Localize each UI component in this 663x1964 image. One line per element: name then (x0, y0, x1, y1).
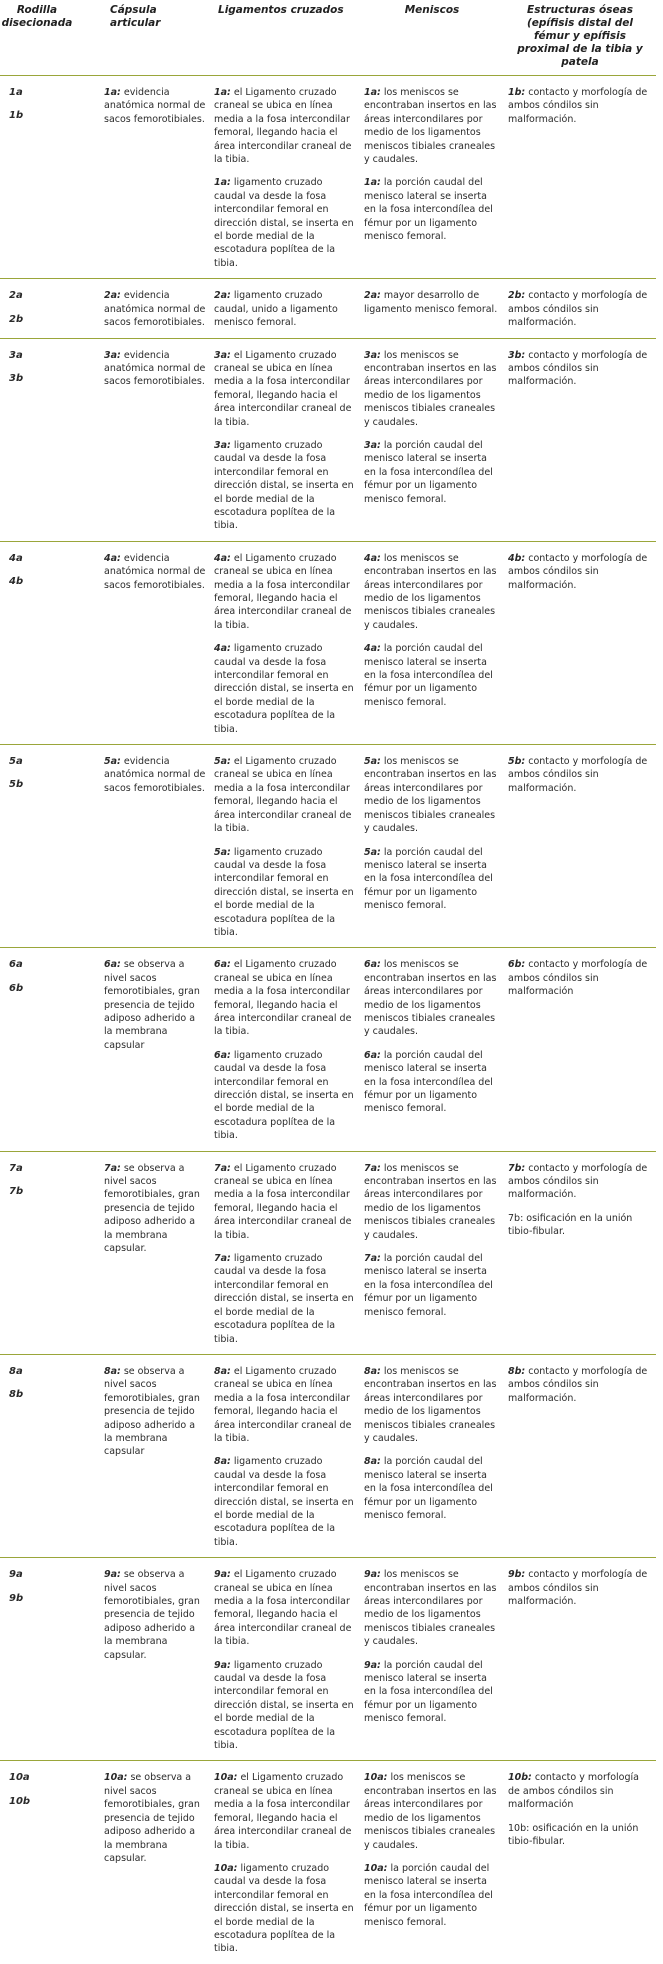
observation-key: 5a: (364, 756, 381, 768)
table-row (0, 1354, 656, 1557)
observation-key: 10a: (364, 1772, 388, 1784)
observation-key: 3a: (104, 349, 121, 361)
observation-key: 7a: (214, 1162, 231, 1174)
observation-body: la porción caudal del menisco lateral se inserta en la fosa intercondílea del fémur por un ligamento menisco femoral. (364, 1456, 493, 1521)
observation-key: 3a: (364, 439, 381, 451)
observation-body: el Ligamento cruzado craneal se ubica en línea media a la fosa intercondilar femoral, llegando hacia el área intercondilar craneal de la tibia. (214, 552, 352, 631)
observation-text (104, 552, 206, 592)
observation-text (508, 86, 652, 126)
observation-text (364, 755, 500, 835)
header-capsula: Cápsula articular (98, 0, 210, 76)
observation-key: 4a: (214, 552, 231, 564)
observation-text (104, 86, 206, 126)
observation-text (508, 1365, 652, 1405)
observation-body: ligamento cruzado caudal, unido a ligamento menisco femoral. (214, 290, 338, 329)
observation-key: 7a: (364, 1162, 381, 1174)
capsula-cell (98, 948, 210, 1151)
meniscos-cell (360, 76, 504, 279)
observation-key: 9a: (214, 1569, 231, 1581)
ligamentos-cell (210, 279, 360, 338)
observation-text (214, 1162, 356, 1242)
observation-text (214, 1252, 356, 1346)
capsula-cell (98, 1151, 210, 1354)
observation-body: la porción caudal del menisco lateral se inserta en la fosa intercondílea del fémur por un ligamento menisco femoral. (364, 846, 493, 912)
observation-text (364, 289, 500, 316)
observation-key: 4a: (104, 552, 121, 564)
observation-key: 2b: (508, 290, 526, 302)
capsula-cell (98, 76, 210, 279)
observation-text (104, 1568, 206, 1662)
estructuras-oseas-cell (504, 1558, 656, 1761)
observation-text (364, 1771, 500, 1851)
ligamentos-cell (210, 948, 360, 1151)
observation-body: evidencia anatómica normal de sacos femorotibiales. (104, 756, 206, 794)
observation-key: 7a: (214, 1253, 231, 1265)
knee-label: 9a (9, 1569, 23, 1581)
estructuras-oseas-cell (504, 745, 656, 948)
observation-text (364, 1659, 500, 1726)
table-row (0, 948, 656, 1151)
observation-key: 9a: (214, 1659, 231, 1671)
knee-label: 3b (9, 372, 24, 384)
table-row (0, 338, 656, 541)
observation-key: 6b: (508, 959, 526, 971)
observation-text (104, 349, 206, 389)
meniscos-cell (360, 948, 504, 1151)
observation-key: 5a: (104, 756, 121, 768)
observation-body: la porción caudal del menisco lateral se inserta en la fosa intercondílea del fémur por un ligamento menisco femoral. (364, 1049, 493, 1115)
observation-body: se observa a nivel sacos femorotibiales, gran presencia de tejido adiposo adherido a la membrana capsular. (104, 1162, 200, 1255)
observation-text (508, 1771, 652, 1811)
observation-key: 6a: (214, 1049, 231, 1061)
observation-body: el Ligamento cruzado craneal se ubica en línea media a la fosa intercondilar femoral, llegando hacia el área intercondilar craneal de la tibia. (214, 349, 352, 428)
estructuras-oseas-cell (504, 1151, 656, 1354)
estructuras-oseas-cell (504, 948, 656, 1151)
observation-key: 10a: (364, 1862, 388, 1874)
observation-key: 10a: (214, 1862, 238, 1874)
observation-body: 10b: osificación en la unión tibio-fibular. (508, 1822, 639, 1848)
estructuras-oseas-cell (504, 541, 656, 744)
header-estructuras-oseas: Estructuras óseas (epífisis distal del fémur y epífisis proximal de la tibia y patela (504, 0, 656, 76)
observation-text (214, 349, 356, 429)
observation-body: la porción caudal del menisco lateral se inserta en la fosa intercondílea del fémur por un ligamento menisco femoral. (364, 177, 493, 243)
knee-label: 6b (9, 982, 24, 994)
observation-text (214, 289, 356, 329)
observation-body: los meniscos se encontraban insertos en las áreas intercondilares por medio de los ligamentos meniscos tibiales craneales y caudales. (364, 349, 497, 428)
observation-text (364, 439, 500, 506)
observation-text (214, 86, 356, 166)
capsula-cell (98, 279, 210, 338)
rodilla-cell (0, 1354, 98, 1557)
capsula-cell (98, 541, 210, 744)
table-row (0, 1151, 656, 1354)
observation-text (364, 1365, 500, 1445)
ligamentos-cell (210, 1761, 360, 1964)
observation-text (104, 755, 206, 795)
observation-text (364, 642, 500, 709)
observation-text (214, 1568, 356, 1648)
observation-key: 1a: (214, 87, 231, 98)
observation-key: 2a: (214, 290, 231, 302)
observation-text (214, 755, 356, 835)
knee-label: 10b (9, 1795, 31, 1807)
rodilla-cell (0, 1151, 98, 1354)
table-row (0, 279, 656, 338)
observation-body: se observa a nivel sacos femorotibiales, gran presencia de tejido adiposo adherido a la membrana capsular. (104, 1772, 200, 1864)
observation-body: la porción caudal del menisco lateral se inserta en la fosa intercondílea del fémur por un ligamento menisco femoral. (364, 1253, 493, 1318)
observation-key: 7a: (364, 1253, 381, 1265)
observation-body: 7b: osificación en la unión tibio-fibular. (508, 1212, 633, 1238)
observation-text (508, 1568, 652, 1608)
knee-label: 4a (9, 552, 23, 564)
observation-text (508, 1822, 652, 1849)
capsula-cell (98, 745, 210, 948)
observation-text (214, 642, 356, 736)
observation-key: 5b: (508, 756, 526, 768)
observation-body: el Ligamento cruzado craneal se ubica en línea media a la fosa intercondilar femoral, llegando hacia el área intercondilar craneal de la tibia. (214, 1365, 352, 1444)
meniscos-cell (360, 1151, 504, 1354)
observation-body: ligamento cruzado caudal va desde la fosa intercondilar femoral en dirección distal, se inserta en el borde medial de la escotadura poplítea de la tibia. (214, 846, 354, 938)
meniscos-cell (360, 1558, 504, 1761)
observation-key: 3b: (508, 349, 526, 361)
observation-body: el Ligamento cruzado craneal se ubica en línea media a la fosa intercondilar femoral, llegando hacia el área intercondilar craneal de la tibia. (214, 1162, 352, 1241)
observation-key: 5a: (214, 756, 231, 768)
meniscos-cell (360, 541, 504, 744)
observation-text (508, 1212, 652, 1239)
observation-text (214, 176, 356, 270)
observation-key: 9a: (364, 1569, 381, 1581)
observation-body: evidencia anatómica normal de sacos femorotibiales. (104, 87, 206, 125)
observation-key: 10a: (214, 1772, 238, 1784)
knee-label: 10a (9, 1772, 30, 1784)
knee-label: 1a (9, 87, 23, 98)
observation-text (364, 1162, 500, 1242)
observation-body: la porción caudal del menisco lateral se inserta en la fosa intercondílea del fémur por un ligamento menisco femoral. (364, 1862, 493, 1928)
observation-key: 7b: (508, 1162, 526, 1174)
observation-body: se observa a nivel sacos femorotibiales, gran presencia de tejido adiposo adherido a la membrana capsular. (104, 1569, 200, 1661)
knee-label: 2a (9, 290, 23, 302)
header-meniscos: Meniscos (360, 0, 504, 76)
observation-key: 10b: (508, 1772, 532, 1784)
observation-text (364, 552, 500, 632)
observation-text (104, 1771, 206, 1865)
estructuras-oseas-cell (504, 338, 656, 541)
knee-label: 3a (9, 349, 23, 361)
observation-key: 3a: (214, 349, 231, 361)
observation-text (508, 755, 652, 795)
meniscos-cell (360, 1354, 504, 1557)
rodilla-cell (0, 745, 98, 948)
observation-key: 6a: (364, 1049, 381, 1061)
header-row (0, 0, 656, 76)
rodilla-cell (0, 1761, 98, 1964)
observation-text (364, 1862, 500, 1929)
observation-body: los meniscos se encontraban insertos en las áreas intercondilares por medio de los ligamentos meniscos tibiales craneales y caudales. (364, 552, 497, 631)
capsula-cell (98, 1558, 210, 1761)
observation-text (364, 1252, 500, 1319)
observation-body: ligamento cruzado caudal va desde la fosa intercondilar femoral en dirección distal, se inserta en el borde medial de la escotadura poplítea de la tibia. (214, 1659, 354, 1752)
observation-body: ligamento cruzado caudal va desde la fosa intercondilar femoral en dirección distal, se inserta en el borde medial de la escotadura poplítea de la tibia. (214, 643, 354, 735)
observation-body: contacto y morfología de ambos cóndilos sin malformación. (508, 1569, 648, 1607)
rodilla-cell (0, 338, 98, 541)
observation-text (364, 1455, 500, 1522)
observation-body: el Ligamento cruzado craneal se ubica en línea media a la fosa intercondilar femoral, llegando hacia el área intercondilar craneal de la tibia. (214, 1772, 352, 1851)
ligamentos-cell (210, 541, 360, 744)
observation-text (104, 1162, 206, 1256)
observation-text (104, 958, 206, 1052)
knee-label: 7b (9, 1186, 24, 1198)
observation-body: contacto y morfología de ambos cóndilos sin malformación. (508, 1365, 648, 1404)
observation-body: los meniscos se encontraban insertos en las áreas intercondilares por medio de los ligamentos meniscos tibiales craneales y caudales. (364, 1162, 497, 1241)
knee-label: 8a (9, 1365, 23, 1377)
header-rodilla: Rodilla disecionada (0, 0, 98, 76)
observation-body: el Ligamento cruzado craneal se ubica en línea media a la fosa intercondilar femoral, llegando hacia el área intercondilar craneal de la tibia. (214, 1569, 352, 1648)
observation-body: ligamento cruzado caudal va desde la fosa intercondilar femoral en dirección distal, se inserta en el borde medial de la escotadura poplítea de la tibia. (214, 177, 354, 269)
observation-text (364, 176, 500, 243)
observation-text (364, 958, 500, 1038)
observation-body: el Ligamento cruzado craneal se ubica en línea media a la fosa intercondilar femoral, llegando hacia el área intercondilar craneal de la tibia. (214, 756, 352, 835)
observation-text (214, 1862, 356, 1956)
meniscos-cell (360, 279, 504, 338)
observation-text (508, 552, 652, 592)
observation-body: contacto y morfología de ambos cóndilos sin malformación (508, 959, 648, 998)
observation-key: 8a: (214, 1365, 231, 1377)
observation-body: evidencia anatómica normal de sacos femorotibiales. (104, 349, 206, 388)
meniscos-cell (360, 338, 504, 541)
estructuras-oseas-cell (504, 279, 656, 338)
ligamentos-cell (210, 338, 360, 541)
observation-key: 9b: (508, 1569, 526, 1581)
observation-text (364, 1568, 500, 1648)
observation-key: 8a: (104, 1365, 121, 1377)
knee-label: 8b (9, 1389, 24, 1401)
observation-body: se observa a nivel sacos femorotibiales, gran presencia de tejido adiposo adherido a la membrana capsular (104, 1365, 200, 1458)
observation-body: los meniscos se encontraban insertos en las áreas intercondilares por medio de los ligamentos meniscos tibiales craneales y caudales. (364, 959, 497, 1038)
ligamentos-cell (210, 1354, 360, 1557)
capsula-cell (98, 338, 210, 541)
knee-label: 7a (9, 1162, 23, 1174)
observation-body: ligamento cruzado caudal va desde la fosa intercondilar femoral en dirección distal, se inserta en el borde medial de la escotadura poplítea de la tibia. (214, 1862, 354, 1955)
ligamentos-cell (210, 1558, 360, 1761)
knee-label: 5b (9, 779, 24, 791)
observation-key: 6a: (104, 959, 121, 971)
observation-text (214, 1659, 356, 1753)
observation-text (364, 1049, 500, 1116)
observation-body: la porción caudal del menisco lateral se inserta en la fosa intercondílea del fémur por un ligamento menisco femoral. (364, 1659, 493, 1725)
knee-label: 9b (9, 1592, 24, 1604)
observation-key: 9a: (104, 1569, 121, 1581)
ligamentos-cell (210, 745, 360, 948)
observation-body: mayor desarrollo de ligamento menisco femoral. (364, 290, 498, 315)
observation-key: 1a: (214, 177, 231, 189)
estructuras-oseas-cell (504, 1354, 656, 1557)
observation-key: 8a: (364, 1456, 381, 1468)
table-row (0, 76, 656, 279)
observation-key: 5a: (214, 846, 231, 858)
observation-key: 8a: (214, 1456, 231, 1468)
observation-key: 1b: (508, 87, 526, 98)
observation-body: contacto y morfología de ambos cóndilos sin malformación. (508, 290, 648, 329)
observation-key: 3a: (364, 349, 381, 361)
capsula-cell (98, 1761, 210, 1964)
observation-body: la porción caudal del menisco lateral se inserta en la fosa intercondílea del fémur por un ligamento menisco femoral. (364, 439, 493, 505)
observation-body: evidencia anatómica normal de sacos femorotibiales. (104, 552, 206, 591)
observation-key: 6a: (364, 959, 381, 971)
observation-text (214, 1049, 356, 1143)
observation-key: 4b: (508, 552, 526, 564)
capsula-cell (98, 1354, 210, 1557)
observation-key: 3a: (214, 439, 231, 451)
knee-label: 4b (9, 576, 24, 588)
meniscos-cell (360, 1761, 504, 1964)
rodilla-cell (0, 1558, 98, 1761)
observation-body: los meniscos se encontraban insertos en las áreas intercondilares por medio de los ligamentos meniscos tibiales craneales y caudales. (364, 87, 497, 166)
observation-key: 2a: (104, 290, 121, 302)
observation-key: 7a: (104, 1162, 121, 1174)
observation-body: contacto y morfología de ambos cóndilos sin malformación (508, 1772, 639, 1811)
observation-body: ligamento cruzado caudal va desde la fosa intercondilar femoral en dirección distal, se inserta en el borde medial de la escotadura poplítea de la tibia. (214, 1049, 354, 1142)
observation-key: 4a: (214, 643, 231, 655)
observation-text (364, 846, 500, 913)
observation-text (214, 439, 356, 533)
rodilla-cell (0, 76, 98, 279)
observation-body: contacto y morfología de ambos cóndilos sin malformación. (508, 87, 648, 125)
observation-body: se observa a nivel sacos femorotibiales, gran presencia de tejido adiposo adherido a la membrana capsular (104, 959, 200, 1051)
observation-text (104, 289, 206, 329)
observation-body: ligamento cruzado caudal va desde la fosa intercondilar femoral en dirección distal, se inserta en el borde medial de la escotadura poplítea de la tibia. (214, 1253, 354, 1345)
knee-label: 1b (9, 110, 24, 122)
rodilla-cell (0, 948, 98, 1151)
knee-label: 5a (9, 756, 23, 768)
ligamentos-cell (210, 1151, 360, 1354)
observation-body: contacto y morfología de ambos cóndilos sin malformación. (508, 349, 648, 388)
observation-text (214, 846, 356, 940)
table-row (0, 1558, 656, 1761)
observation-text (508, 1162, 652, 1202)
observation-body: contacto y morfología de ambos cóndilos sin malformación. (508, 552, 648, 591)
estructuras-oseas-cell (504, 76, 656, 279)
knee-label: 6a (9, 959, 23, 971)
observation-key: 4a: (364, 552, 381, 564)
observation-body: el Ligamento cruzado craneal se ubica en línea media a la fosa intercondilar femoral, llegando hacia el área intercondilar craneal de la tibia. (214, 87, 352, 166)
observation-text (508, 289, 652, 329)
observation-key: 4a: (364, 643, 381, 655)
observation-body: ligamento cruzado caudal va desde la fosa intercondilar femoral en dirección distal, se inserta en el borde medial de la escotadura poplítea de la tibia. (214, 1456, 354, 1548)
estructuras-oseas-cell (504, 1761, 656, 1964)
observation-text (104, 1365, 206, 1459)
observation-body: contacto y morfología de ambos cóndilos sin malformación. (508, 756, 648, 794)
observation-text (214, 1365, 356, 1445)
observation-key: 8a: (364, 1365, 381, 1377)
observation-body: los meniscos se encontraban insertos en las áreas intercondilares por medio de los ligamentos meniscos tibiales craneales y caudales. (364, 1365, 497, 1444)
knee-label: 2b (9, 313, 24, 325)
observation-body: el Ligamento cruzado craneal se ubica en línea media a la fosa intercondilar femoral, llegando hacia el área intercondilar craneal de la tibia. (214, 959, 352, 1038)
observation-key: 1a: (364, 177, 381, 189)
table-body (0, 76, 656, 1964)
meniscos-cell (360, 745, 504, 948)
observation-body: la porción caudal del menisco lateral se inserta en la fosa intercondílea del fémur por un ligamento menisco femoral. (364, 643, 493, 708)
rodilla-cell (0, 279, 98, 338)
observation-text (214, 1771, 356, 1851)
observation-body: los meniscos se encontraban insertos en las áreas intercondilares por medio de los ligamentos meniscos tibiales craneales y caudales. (364, 1772, 497, 1851)
observation-key: 10a: (104, 1772, 128, 1784)
table-row (0, 1761, 656, 1964)
observation-key: 1a: (104, 87, 121, 98)
observation-text (508, 958, 652, 998)
observation-text (214, 1455, 356, 1549)
observation-text (214, 552, 356, 632)
observation-body: los meniscos se encontraban insertos en las áreas intercondilares por medio de los ligamentos meniscos tibiales craneales y caudales. (364, 756, 497, 835)
observation-text (214, 958, 356, 1038)
table-row (0, 541, 656, 744)
observation-text (508, 349, 652, 389)
observation-key: 2a: (364, 290, 381, 302)
observation-key: 1a: (364, 87, 381, 98)
observation-body: los meniscos se encontraban insertos en las áreas intercondilares por medio de los ligamentos meniscos tibiales craneales y caudales. (364, 1569, 497, 1648)
ligamentos-cell (210, 76, 360, 279)
observation-body: ligamento cruzado caudal va desde la fosa intercondilar femoral en dirección distal, se inserta en el borde medial de la escotadura poplítea de la tibia. (214, 439, 354, 532)
observation-text (364, 349, 500, 429)
table-row (0, 745, 656, 948)
observation-key: 6a: (214, 959, 231, 971)
observation-body: evidencia anatómica normal de sacos femorotibiales. (104, 290, 206, 329)
rodilla-cell (0, 541, 98, 744)
table-header (0, 0, 656, 76)
observation-key: 9a: (364, 1659, 381, 1671)
observation-key: 8b: (508, 1365, 526, 1377)
observation-key: 5a: (364, 846, 381, 858)
observation-body: contacto y morfología de ambos cóndilos sin malformación. (508, 1162, 648, 1201)
observation-text (364, 86, 500, 166)
header-ligamentos: Ligamentos cruzados (210, 0, 360, 76)
